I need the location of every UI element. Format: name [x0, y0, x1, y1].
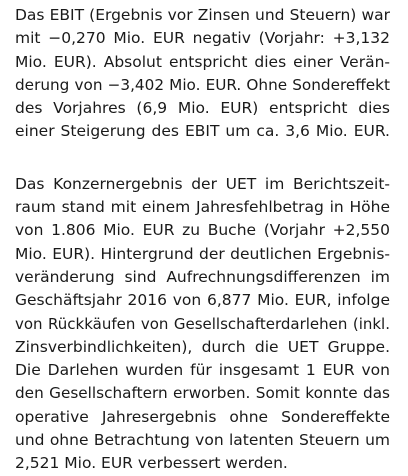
text-line: von Rückkäufen von Gesellschafterdarlehen (inkl.	[15, 314, 390, 333]
text-line: und ohne Betrachtung von latenten Steuern um	[15, 431, 390, 450]
text-line: Die Darlehen wurden für insgesamt 1 EUR von	[15, 361, 390, 380]
text-line: Das Konzernergebnis der UET im Berichtszeit-	[15, 174, 390, 193]
text-line: derung von −3,402 Mio. EUR. Ohne Sondereffekt	[15, 75, 390, 94]
text-line: Zinsverbindlichkeiten), durch die UET Gruppe.	[15, 337, 390, 356]
text-line: mit −0,270 Mio. EUR negativ (Vorjahr: +3,132	[15, 29, 390, 48]
text-line: 2,521 Mio. EUR verbessert werden.	[15, 454, 288, 473]
document-body	[15, 4, 390, 476]
paragraph-ebit	[15, 4, 390, 144]
text-line: von 1.806 Mio. EUR zu Buche (Vorjahr +2,550	[15, 221, 390, 240]
text-line: operative Jahresergebnis ohne Sondereffekte	[15, 407, 390, 426]
text-line: raum stand mit einem Jahresfehlbetrag in Höhe	[15, 198, 390, 217]
text-line: Mio. EUR). Absolut entspricht dies einer Verän-	[15, 52, 390, 71]
text-line: Das EBIT (Ergebnis vor Zinsen und Steuern) war	[15, 6, 390, 24]
text-line: einer Steigerung des EBIT um ca. 3,6 Mio. EUR.	[15, 122, 390, 141]
text-line: des Vorjahres (6,9 Mio. EUR) entspricht dies	[15, 99, 390, 118]
text-line: Mio. EUR). Hintergrund der deutlichen Ergebnis-	[15, 244, 390, 263]
text-line: den Gesellschaftern erworben. Somit konnte das	[15, 384, 390, 403]
text-line: Geschäftsjahr 2016 von 6,877 Mio. EUR, infolge	[15, 291, 390, 310]
text-line: veränderung sind Aufrechnungsdifferenzen im	[15, 267, 390, 286]
paragraph-konzernergebnis	[15, 173, 390, 476]
